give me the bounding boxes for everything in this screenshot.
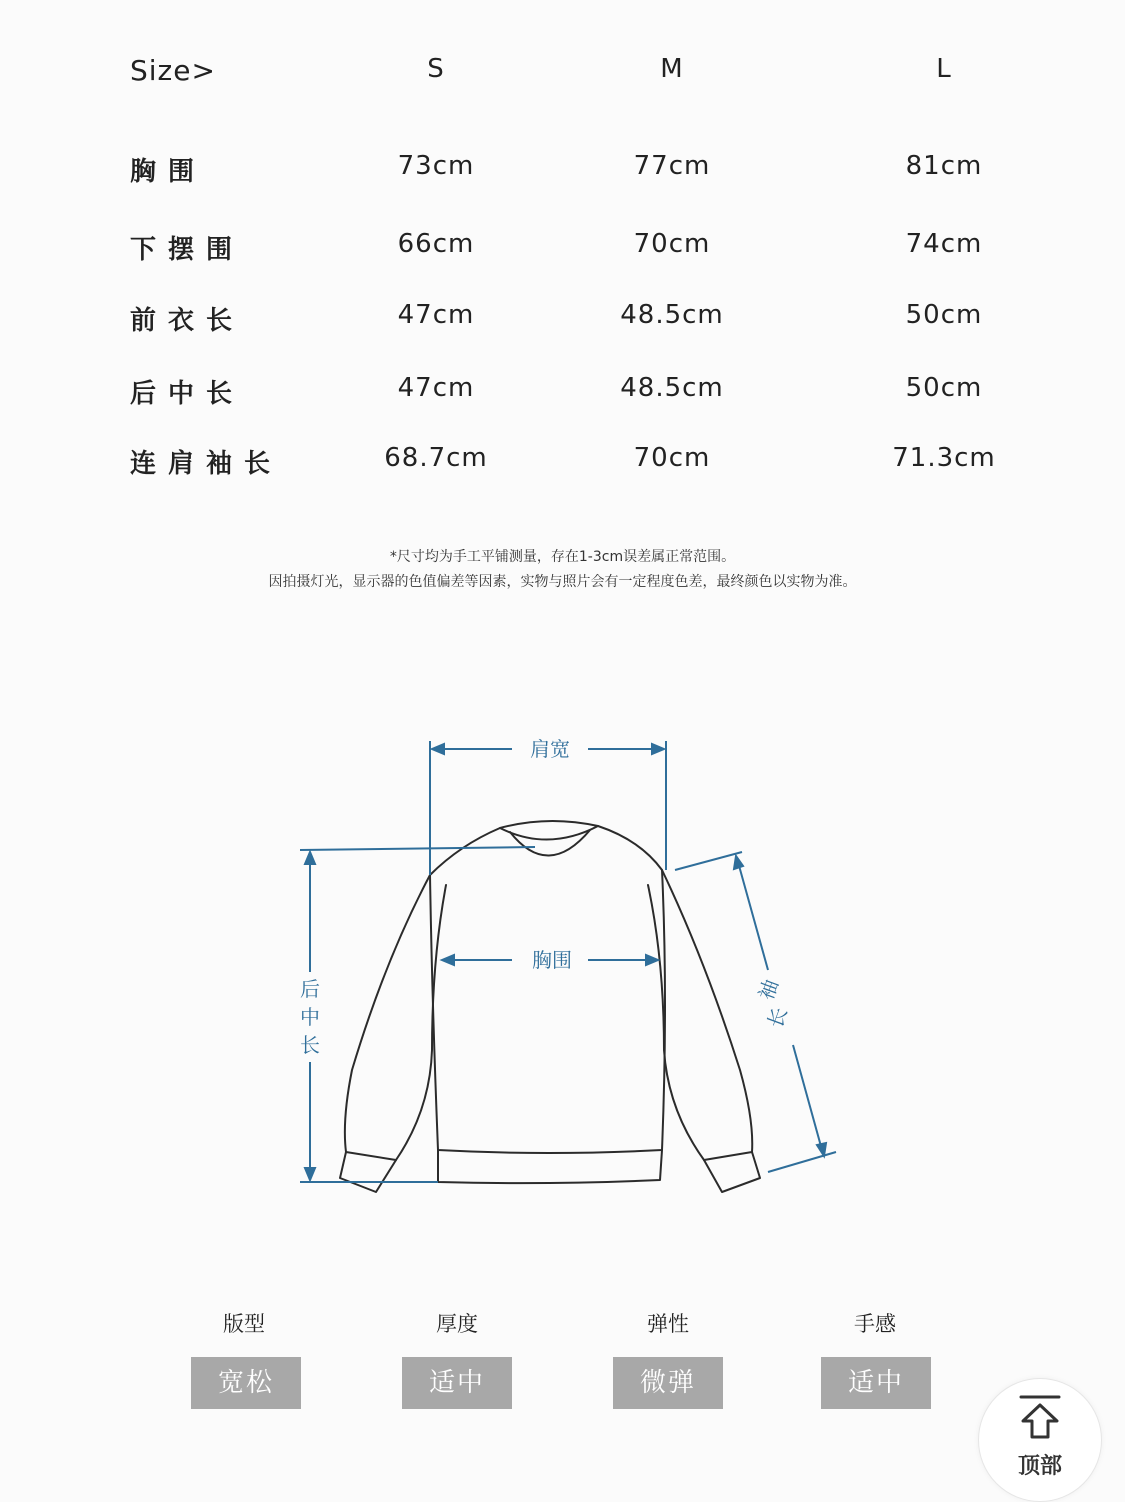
attr-badge-fit: 宽松 bbox=[191, 1357, 301, 1409]
row-label-hem: 下摆围 bbox=[130, 235, 245, 265]
attr-badge-feel: 适中 bbox=[821, 1357, 931, 1409]
row-value: 48.5cm bbox=[620, 300, 724, 330]
size-header-m: M bbox=[660, 54, 684, 84]
sweatshirt-outline bbox=[340, 821, 760, 1192]
row-value: 70cm bbox=[633, 443, 711, 473]
row-value: 70cm bbox=[633, 229, 711, 259]
color-note: 因拍摄灯光，显示器的色值偏差等因素，实物与照片会有一定程度色差，最终颜色以实物为准。 bbox=[268, 574, 857, 590]
row-value: 74cm bbox=[905, 229, 983, 259]
arrow-up-home-icon bbox=[1017, 1393, 1063, 1443]
back-to-top-button[interactable] bbox=[978, 1378, 1102, 1502]
label-sleeve-2: 长 bbox=[762, 1004, 793, 1032]
label-back-length-3: 长 bbox=[300, 1033, 320, 1057]
row-value: 73cm bbox=[397, 151, 475, 181]
attr-label-fit: 版型 bbox=[223, 1312, 265, 1336]
row-value: 77cm bbox=[633, 151, 711, 181]
size-header-label: Size> bbox=[130, 54, 216, 87]
label-back-length-2: 中 bbox=[300, 1005, 320, 1029]
row-label-back-length: 后中长 bbox=[130, 379, 245, 409]
label-shoulder-width: 肩宽 bbox=[530, 737, 570, 761]
attr-label-feel: 手感 bbox=[854, 1312, 896, 1336]
measurement-note: *尺寸均为手工平铺测量，存在1-3cm误差属正常范围。 bbox=[389, 549, 736, 565]
sweatshirt-measurement-diagram bbox=[290, 730, 850, 1210]
measurement-labels bbox=[300, 737, 792, 1057]
row-value: 50cm bbox=[905, 300, 983, 330]
row-value: 71.3cm bbox=[892, 443, 996, 473]
label-sleeve-1: 袖 bbox=[753, 976, 784, 1004]
row-value: 50cm bbox=[905, 373, 983, 403]
attr-badge-elasticity: 微弹 bbox=[613, 1357, 723, 1409]
row-value: 68.7cm bbox=[384, 443, 488, 473]
size-header-l: L bbox=[936, 54, 952, 84]
row-value: 47cm bbox=[397, 373, 475, 403]
attr-badge-thickness: 适中 bbox=[402, 1357, 512, 1409]
row-value: 48.5cm bbox=[620, 373, 724, 403]
row-value: 66cm bbox=[397, 229, 475, 259]
label-chest: 胸围 bbox=[532, 948, 572, 972]
row-label-chest: 胸围 bbox=[130, 157, 207, 187]
attr-label-thickness: 厚度 bbox=[436, 1312, 478, 1336]
back-to-top-label: 顶部 bbox=[1017, 1454, 1062, 1479]
attr-label-elasticity: 弹性 bbox=[647, 1312, 689, 1336]
label-back-length-1: 后 bbox=[300, 977, 320, 1001]
size-header-s: S bbox=[427, 54, 445, 84]
row-value: 81cm bbox=[905, 151, 983, 181]
row-value: 47cm bbox=[397, 300, 475, 330]
row-label-front-length: 前衣长 bbox=[130, 306, 245, 336]
row-label-sleeve-length: 连肩袖长 bbox=[130, 449, 283, 479]
